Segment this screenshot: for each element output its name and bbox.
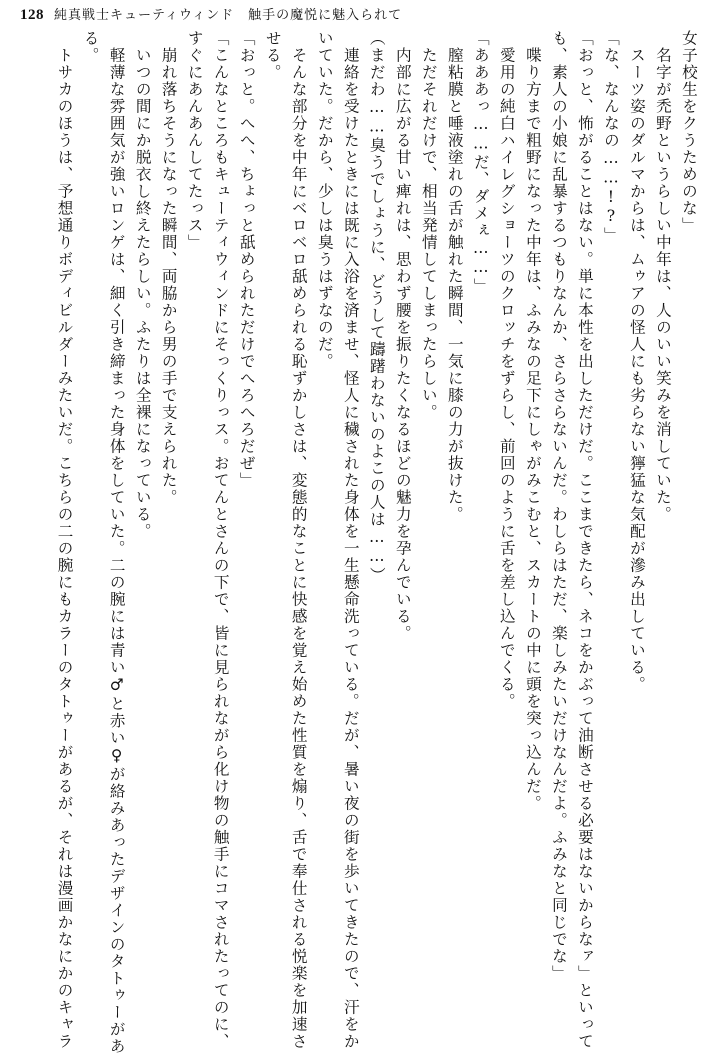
text-column: 名字が禿野というらしい中年は、人のいい笑みを消していた。: [653, 30, 672, 523]
page-header: [20, 4, 402, 22]
text-column: （まだわ……臭うでしょうに、どうして躊躇わないのよこの人は……）: [367, 30, 386, 584]
text-column: 軽薄な雰囲気が強いロンゲは、細く引き締まった身体をしていた。二の腕には青い♂と赤い♀が絡みあったデザインのタトゥーがあ: [107, 30, 126, 1055]
text-column: 「おっと、怖がることはない。単に本性を出しただけだ。ここまできたら、ネコをかぶって油断させる必要はないからなァ」といって: [575, 30, 594, 1050]
text-column: ただそれだけで、相当発情してしまったらしい。: [419, 30, 438, 421]
page-number: 128: [20, 7, 44, 23]
text-column: 「な、なんなの……!?」: [601, 30, 620, 244]
text-column: 「あああっ……だ、ダメぇ……」: [471, 30, 490, 295]
text-column: る。: [81, 30, 100, 64]
text-column: 愛用の純白ハイレグショーツのクロッチをずらし、前回のように舌を差し込んでくる。: [497, 30, 516, 710]
text-column: 連絡を受けたときには既に入浴を済ませ、怪人に穢された身体を一生懸命洗っている。だが、暑い夜の街を歩いてきたので、汗をか: [341, 30, 360, 1050]
text-column: いていた。だから、少しは臭うはずなのだ。: [315, 30, 334, 370]
text-column: 喋り方まで粗野になった中年は、ふみなの足下にしゃがみこむと、スカートの中に頭を突っ込んだ。: [523, 30, 542, 812]
text-column: 「こんなところもキューティウィンドにそっくりっス。おてんとさんの下で、皆に見られながら化け物の触手にコマされたってのに、: [211, 30, 230, 1050]
text-column: 内部に広がる甘い痺れは、思わず腰を振りたくなるほどの魅力を孕んでいる。: [393, 30, 412, 642]
text-column: トサカのほうは、予想通りボディビルダーみたいだ。こちらの二の腕にもカラーのタトゥーがあるが、それは漫画かなにかのキャラ: [55, 30, 74, 1050]
text-column: も、素人の小娘に乱暴するつもりなんか、さらさらないんだ。わしらはただ、楽しみたいだけなんだよ。ふみなと同じでな」: [549, 30, 568, 982]
text-column: いつの間にか脱衣し終えたらしい。ふたりは全裸になっている。: [133, 30, 152, 540]
text-column: 女子校生をクうためのな」: [679, 30, 698, 234]
running-title: 純真戦士キューティウィンド 触手の魔悦に魅入られて: [54, 8, 403, 23]
text-column: スーツ姿のダルマからは、ムゥアの怪人にも劣らない獰猛な気配が滲み出している。: [627, 30, 646, 693]
vertical-text-body: [55, 30, 698, 1055]
text-column: 膣粘膜と唾液塗れの舌が触れた瞬間、一気に膝の力が抜けた。: [445, 30, 464, 523]
text-column: そんな部分を中年にベロベロ舐められる恥ずかしさは、変態的なことに快感を覚え始めた性質を煽り、舌で奉仕される悦楽を加速さ: [289, 30, 308, 1050]
text-column: 「おっと。へへ、ちょっと舐められただけでへろへろだぜ」: [237, 30, 256, 489]
text-column: せる。: [263, 30, 282, 81]
text-column: 崩れ落ちそうになった瞬間、両脇から男の手で支えられた。: [159, 30, 178, 506]
text-column: すぐにあんあんしてたっス」: [185, 30, 204, 251]
